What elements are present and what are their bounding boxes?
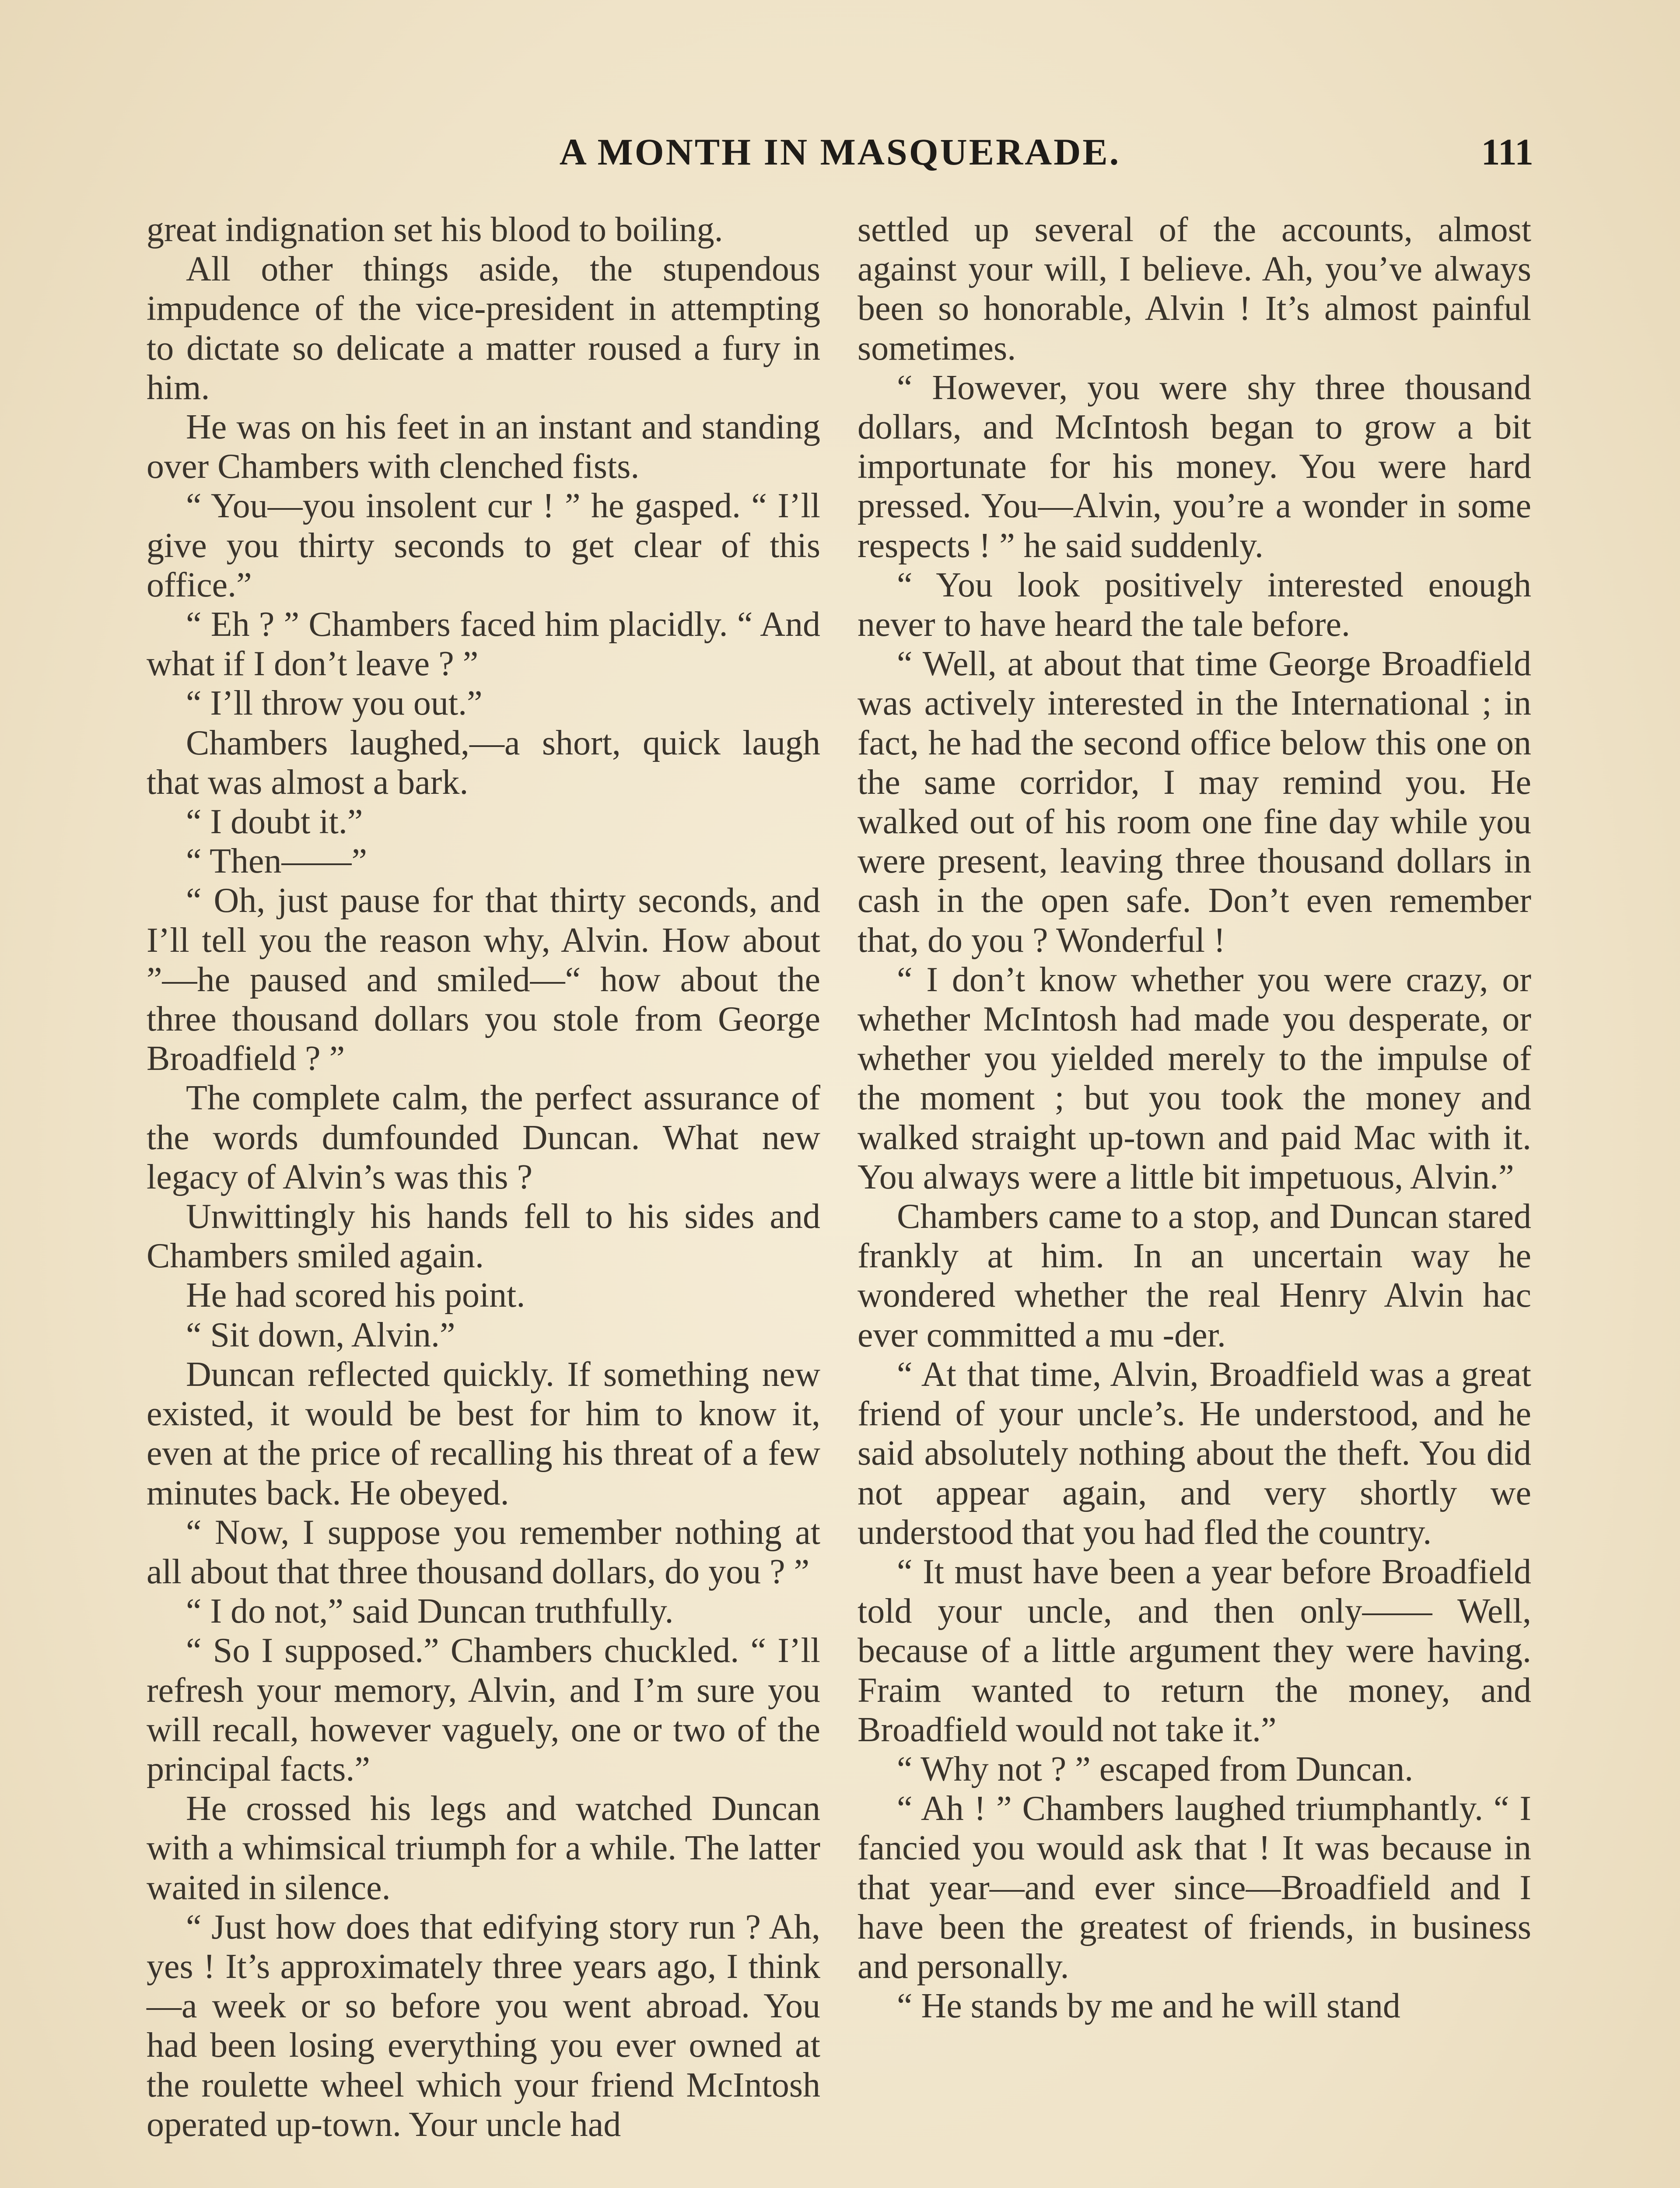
paragraph: “ You—you insolent cur ! ” he gasped. “ I’ll give you thirty seconds to get clear of this office.” (147, 487, 820, 604)
paragraph: Chambers came to a stop, and Duncan stared frankly at him. In an uncertain way he wondered whether the real Henry Alvin hac ever committed a mu -der. (858, 1197, 1531, 1354)
paragraph: “ He stands by me and he will stand (897, 1987, 1400, 2026)
paragraph: settled up several of the accounts, almost against your will, I believe. Ah, you’ve always been so honorable, Alvin ! It’s almost painful sometimes. (858, 210, 1531, 368)
paragraph: “ I do not,” said Duncan truthfully. (186, 1592, 674, 1631)
right-column (858, 210, 1531, 2026)
paragraph: He had scored his point. (186, 1276, 525, 1315)
paragraph: Unwittingly his hands fell to his sides and Chambers smiled again. (147, 1197, 820, 1276)
paragraph: “ Eh ? ” Chambers faced him placidly. “ And what if I don’t leave ? ” (147, 605, 820, 684)
paragraph: Duncan reflected quickly. If something new existed, it would be best for him to know it, even at the price of recalling his threat of a few minutes back. He obeyed. (147, 1355, 820, 1512)
running-title: A MONTH IN MASQUERADE. (559, 131, 1121, 173)
paragraph: He was on his feet in an instant and standing over Chambers with clenched fists. (147, 408, 820, 486)
paragraph: The complete calm, the perfect assurance of the words dumfounded Duncan. What new legacy of Alvin’s was this ? (147, 1079, 820, 1196)
paragraph: “ Now, I suppose you remember nothing at all about that three thousand dollars, do you ? ” (147, 1513, 820, 1591)
paragraph: “ I doubt it.” (186, 803, 363, 842)
paragraph: “ It must have been a year before Broadfield told your uncle, and then only—— Well, because of a little argument they were having. Fraim wanted to return the money, and Broadfield would not take it.” (858, 1552, 1531, 1749)
paragraph: great indignation set his blood to boiling. (147, 210, 723, 249)
paragraph: All other things aside, the stupendous impudence of the vice-president in attempting to dictate so delicate a matter roused a fury in him. (147, 250, 820, 407)
paragraph: “ Why not ? ” escaped from Duncan. (897, 1750, 1414, 1788)
paragraph: “ Well, at about that time George Broadfield was actively interested in the International ; in fact, he had the second office below this one on the same corridor, I may remind you. He walked out of his room one fine day while you were present, leaving three thousand dollars in cash in the open safe. Don’t even remember that, do you ? Wonderful ! (858, 645, 1531, 960)
paragraph: “ Just how does that edifying story run ? Ah, yes ! It’s approximately three years ago, I think—a week or so before you went abroad. You had been losing everything you ever owned at the roulette wheel which your friend McIntosh operated up-town. Your uncle had (147, 1907, 820, 2144)
paragraph: “ Sit down, Alvin.” (186, 1315, 455, 1354)
paragraph: “ Then——” (186, 842, 367, 881)
paragraph: “ I don’t know whether you were crazy, or whether McIntosh had made you desperate, or whether you yielded merely to the impulse of the moment ; but you took the money and walked straight up-town and paid Mac with it. You always were a little bit impetuous, Alvin.” (858, 960, 1531, 1196)
page-number: 111 (1481, 131, 1533, 173)
paragraph: “ However, you were shy three thousand dollars, and McIntosh began to grow a bit importunate for his money. You were hard pressed. You—Alvin, you’re a wonder in some respects ! ” he said suddenly. (858, 368, 1531, 565)
page-header (147, 128, 1533, 176)
left-column (147, 210, 820, 2144)
paragraph: “ Ah ! ” Chambers laughed triumphantly. “ I fancied you would ask that ! It was because in that year—and ever since—Broadfield and I have been the greatest of friends, in business and personally. (858, 1789, 1531, 1986)
paragraph: “ You look positively interested enough never to have heard the tale before. (858, 565, 1531, 644)
paragraph: “ So I supposed.” Chambers chuckled. “ I’ll refresh your memory, Alvin, and I’m sure you will recall, however vaguely, one or two of the principal facts.” (147, 1631, 820, 1788)
paragraph: “ I’ll throw you out.” (186, 684, 483, 723)
paragraph: He crossed his legs and watched Duncan with a whimsical triumph for a while. The latter waited in silence. (147, 1789, 820, 1907)
paragraph: Chambers laughed,—a short, quick laugh that was almost a bark. (147, 723, 820, 802)
paragraph: “ At that time, Alvin, Broadfield was a great friend of your uncle’s. He understood, and he said absolutely nothing about the theft. You did not appear again, and very shortly we understood that you had fled the country. (858, 1355, 1531, 1552)
paragraph: “ Oh, just pause for that thirty seconds, and I’ll tell you the reason why, Alvin. How about ”—he paused and smiled—“ how about the three thousand dollars you stole from George Broadfield ? ” (147, 881, 820, 1078)
